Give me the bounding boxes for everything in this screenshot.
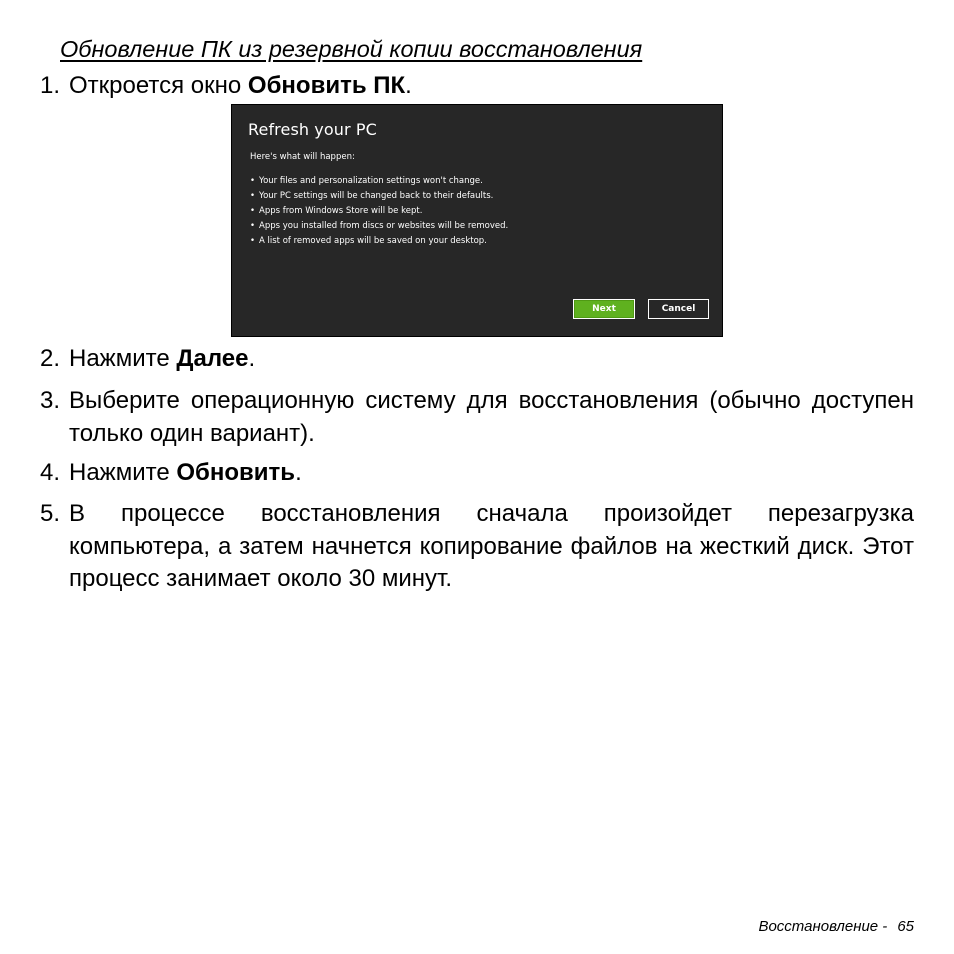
list-item: • Apps from Windows Store will be kept. xyxy=(250,204,508,219)
step-number: 3. xyxy=(40,387,61,414)
step-number: 2. xyxy=(40,345,61,372)
step-2 xyxy=(40,343,914,376)
next-button[interactable]: Next xyxy=(573,299,635,319)
step-4 xyxy=(40,457,914,490)
ui-term: Далее xyxy=(176,345,249,372)
ui-term: Обновить xyxy=(176,459,296,486)
page-number: 65 xyxy=(897,918,914,935)
step-1 xyxy=(40,70,914,103)
list-item: • Apps you installed from discs or websites will be removed. xyxy=(250,219,508,234)
cancel-button[interactable]: Cancel xyxy=(648,299,709,319)
list-item: • Your PC settings will be changed back to their defaults. xyxy=(250,189,508,204)
dialog-consequence-list xyxy=(250,174,508,249)
section-title: Обновление ПК из резервной копии восстановления xyxy=(60,36,643,62)
step-5 xyxy=(40,498,914,596)
dialog-title: Refresh your PC xyxy=(248,120,377,139)
step-text: В процессе восстановления сначала произойдет перезагрузка компьютера, а затем начнется копирование файлов на жесткий диск. Этот процесс занимает около 30 минут. xyxy=(69,500,914,592)
step-number: 1. xyxy=(40,72,61,99)
step-text: Нажмите Далее. xyxy=(69,345,256,372)
step-number: 5. xyxy=(40,500,61,527)
step-text: Откроется окно Обновить ПК. xyxy=(69,72,412,99)
ui-term: Обновить ПК xyxy=(247,72,406,99)
step-3 xyxy=(40,385,914,450)
dialog-intro: Here's what will happen: xyxy=(250,152,355,162)
list-item: • Your files and personalization settings won't change. xyxy=(250,174,508,189)
step-text: Выберите операционную систему для восстановления (обычно доступен только один вариант). xyxy=(69,387,914,447)
list-item: • A list of removed apps will be saved on your desktop. xyxy=(250,234,508,249)
step-number: 4. xyxy=(40,459,61,486)
page-footer xyxy=(758,918,914,935)
refresh-pc-dialog-screenshot xyxy=(231,104,723,337)
step-text: Нажмите Обновить. xyxy=(69,459,302,486)
footer-section: Восстановление - xyxy=(758,918,888,935)
